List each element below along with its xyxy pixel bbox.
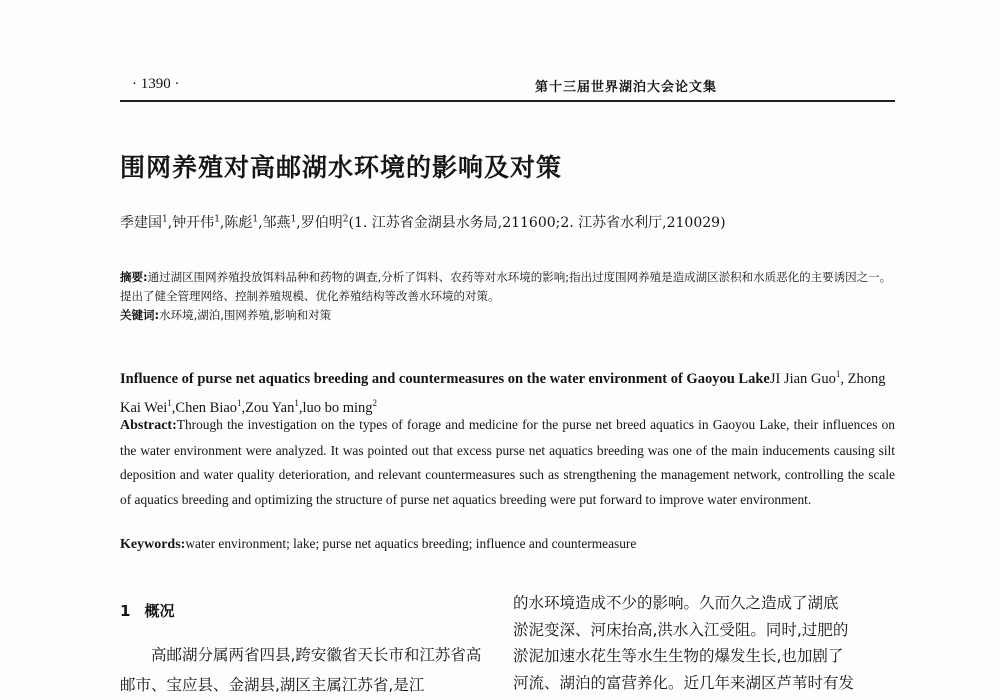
journal-title: 第十三届世界湖泊大会论文集 [535,80,718,95]
english-title-block: Influence of purse net aquatics breeding and countermeasures on the water environment of Gaoyou LakeJI Jian Guo$^1$, Zhong Kai Wei$^1$,Chen Biao$^1$,Zou Yan$^1$,luo bo ming$^2$ [120,369,886,416]
abstract-zh-label: 摘要: [120,270,148,284]
body-line: 淤泥加速水花生等水生生物的爆发生长,也加剧了 [513,647,844,665]
affiliation: (1. 江苏省金湖县水务局,211600;2. 江苏省水利厅,210029) [348,215,726,231]
header-rule [120,100,895,102]
abstract-zh-text: 通过湖区围网养殖投放饵料品种和药物的调查,分析了饵料、农药等对水环境的影响;指出过度围网养殖是造成湖区淤积和水质恶化的主要诱因之一。提出了健全管理网络、控制养殖规模、优化养殖结构等改善水环境的对策。 [120,270,892,303]
keywords-en-label: Keywords: [120,537,186,552]
author: 邹燕$^1$ [262,214,297,231]
section-title: 概况 [144,602,175,620]
author: 陈彪$^1$ [224,214,259,231]
body-line: 的水环境造成不少的影响。久而久之造成了湖底 [513,594,839,612]
section-number: 1 [120,602,131,620]
author: 钟开伟$^1$ [172,214,220,231]
author-line: 季建国$^1$,钟开伟$^1$,陈彪$^1$,邹燕$^1$,罗伯明$^2$(1. 江苏省金湖县水务局,211600;2. 江苏省水利厅,210029) [120,214,726,231]
keywords-en [120,536,895,553]
english-title: Influence of purse net aquatics breeding and countermeasures on the water environment of Gaoyou Lake [120,370,770,387]
english-author: JI Jian Guo$^1$ [769,369,841,387]
abstract-en [120,413,895,512]
abstract-en-text: Through the investigation on the types of forage and medicine for the purse net breed aquatics in Gaoyou Lake, their influences on the water environment were analyzed. It was pointed out that excess purse net aquatics breeding was one of the main inducements causing silt deposition and water quality deterioration, and relevant countermeasures such as strengthening the management network, controlling the scale of aquatics breeding and optimizing the structure of purse net aquatics breeding were put forward to improve water environment. [120,417,895,507]
abstract-zh [120,268,900,325]
english-author: Chen Biao$^1$ [175,397,242,416]
author: 罗伯明$^2$ [300,214,349,231]
body-line: 淤泥变深、河床抬高,洪水入江受阻。同时,过肥的 [513,620,849,639]
body-line: 河流、湖泊的富营养化。近几年来湖区芦苇时有发 [513,673,855,692]
section-heading [120,600,174,621]
english-author: Zhong Kai Wei$^1$ [120,370,886,416]
english-author: luo bo ming$^2$ [302,397,378,416]
keywords-zh-text: 水环境,湖泊,围网养殖,影响和对策 [159,308,332,322]
page-number: · 1390 · [132,76,180,92]
paper-title: 围网养殖对高邮湖水环境的影响及对策 [120,153,563,182]
keywords-en-text: water environment; lake; purse net aquatics breeding; influence and countermeasure [185,536,637,551]
body-left-column: 高邮湖分属两省四县,跨安徽省天长市和江苏省高邮市、宝应县、金湖县,湖区主属江苏省,是江 [120,646,482,694]
keywords-zh-label: 关键词: [120,308,160,322]
english-author: Zou Yan$^1$ [245,397,299,416]
body-right-column [513,590,895,696]
abstract-en-label: Abstract: [120,418,177,433]
author: 季建国$^1$ [120,214,168,231]
running-header [120,70,895,100]
